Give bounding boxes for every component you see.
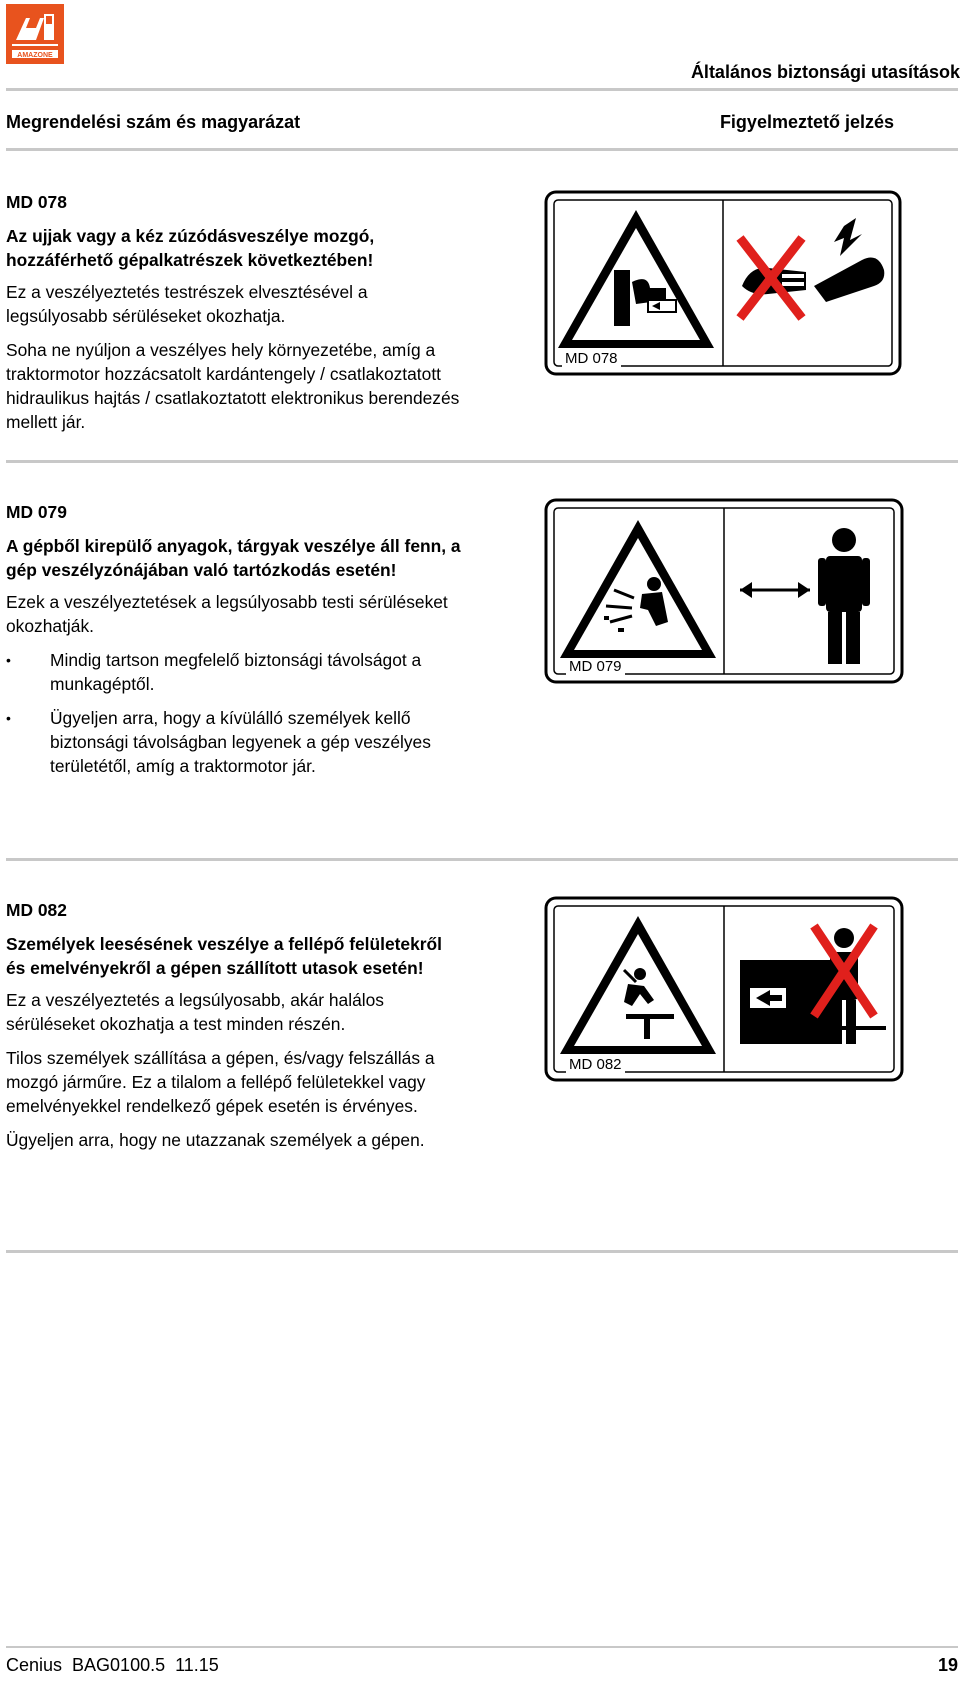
list-item: • Mindig tartson megfelelő biztonsági távolságot a munkagéptől. — [50, 648, 466, 696]
section-paragraph: Ezek a veszélyeztetések a legsúlyosabb testi sérüléseket okozhatják. — [6, 592, 448, 636]
sign-label: MD 079 — [566, 658, 625, 675]
page-header-title: Általános biztonsági utasítások — [690, 62, 960, 82]
section-paragraph: Tilos személyek szállítása a gépen, és/vagy felszállás a mozgó járműre. Ez a tilalom a fellépő felületekkel vagy emelvényekkel rendelkező gépek esetén is érvényes. — [6, 1048, 435, 1116]
section-paragraph: Ügyeljen arra, hogy ne utazzanak személyek a gépen. — [6, 1130, 425, 1150]
list-item: • Ügyeljen arra, hogy a kívülálló személyek kellő biztonsági távolságban legyenek a gép veszélyes területétől, amíg a traktormotor jár. — [50, 706, 466, 778]
header-divider — [6, 88, 958, 91]
logo-icon — [6, 4, 64, 64]
warning-sign-md078 — [544, 190, 902, 376]
sign-label: MD 078 — [562, 350, 621, 367]
section-paragraph: Soha ne nyúljon a veszélyes hely környezetébe, amíg a traktormotor hozzácsatolt kardántengely / csatlakoztatott hidraulikus hajtás / csatlakoztatott elektronikus berendezés mellett jár. — [6, 340, 460, 432]
section-md082 — [6, 898, 466, 1162]
sign-label: MD 082 — [566, 1056, 625, 1073]
amazone-logo — [6, 4, 64, 64]
section-heading: Az ujjak vagy a kéz zúzódásveszélye mozgó, hozzáférhető gépalkatrészek következtében! — [6, 226, 375, 270]
section-heading: A gépből kirepülő anyagok, tárgyak veszélye áll fenn, a gép veszélyzónájában való tartózkodás esetén! — [6, 536, 461, 580]
section-code: MD 082 — [6, 900, 67, 920]
section-code: MD 079 — [6, 502, 67, 522]
warning-sign-md082 — [544, 896, 904, 1082]
warning-sign-md079 — [544, 498, 904, 684]
page-number: 19 — [937, 1655, 958, 1675]
section-divider — [6, 1250, 958, 1253]
column-header-divider — [6, 148, 958, 151]
column-heading-left: Megrendelési szám és magyarázat — [6, 112, 301, 132]
footer-divider — [6, 1646, 958, 1648]
section-divider — [6, 858, 958, 861]
footer-document-info: Cenius BAG0100.5 11.15 — [6, 1655, 219, 1675]
section-md078 — [6, 190, 466, 444]
section-divider — [6, 460, 958, 463]
logo-text: AMAZONE — [17, 52, 53, 59]
section-md079 — [6, 500, 466, 788]
section-heading: Személyek leesésének veszélye a fellépő felületekről és emelvényekről a gépen szállított utasok esetén! — [6, 934, 442, 978]
section-paragraph: Ez a veszélyeztetés testrészek elvesztésével a legsúlyosabb sérüléseket okozhatja. — [6, 282, 368, 326]
section-code: MD 078 — [6, 192, 67, 212]
column-heading-right: Figyelmeztető jelzés — [719, 112, 894, 132]
bullet-list — [6, 648, 466, 778]
section-paragraph: Ez a veszélyeztetés a legsúlyosabb, akár halálos sérüléseket okozhatja a test minden részén. — [6, 990, 384, 1034]
